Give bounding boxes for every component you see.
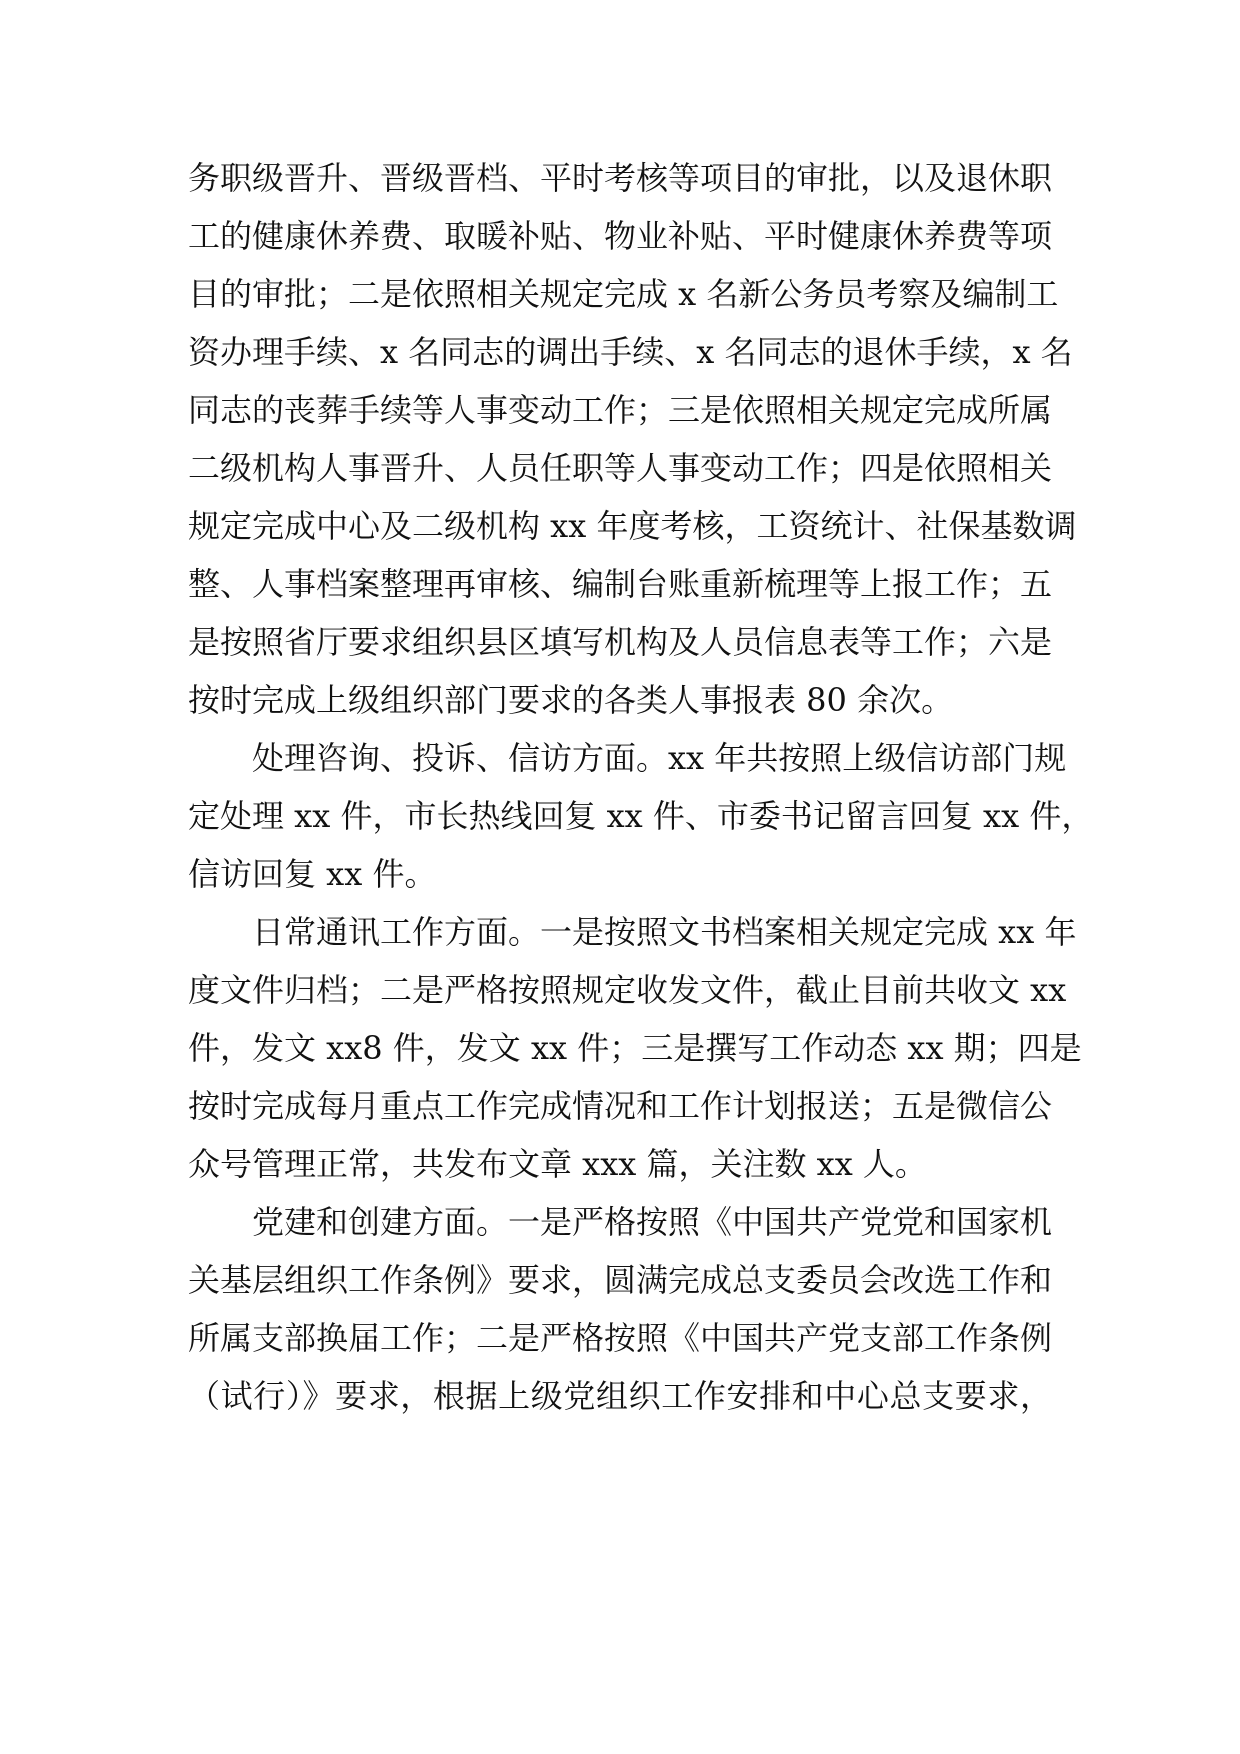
paragraph-4-line-3: 所属支部换届工作；二是严格按照《中国共产党支部工作条例 — [188, 1319, 1053, 1357]
paragraph-1-line-9: 是按照省厅要求组织县区填写机构及人员信息表等工作；六是 — [188, 623, 1053, 661]
paragraph-3-line-3: 件，发文 xx8 件，发文 xx 件；三是撰写工作动态 xx 期；四是 — [188, 1029, 1082, 1067]
paragraph-3-line-1: 日常通讯工作方面。一是按照文书档案相关规定完成 xx 年 — [252, 913, 1077, 951]
paragraph-3-line-2: 度文件归档；二是严格按照规定收发文件，截止目前共收文 xx — [188, 971, 1067, 1009]
paragraph-2-line-3: 信访回复 xx 件。 — [188, 855, 437, 893]
paragraph-1-line-4: 资办理手续、x 名同志的调出手续、x 名同志的退休手续，x 名 — [188, 333, 1073, 371]
paragraph-1-line-8: 整、人事档案整理再审核、编制台账重新梳理等上报工作；五 — [188, 565, 1053, 603]
paragraph-1-line-7: 规定完成中心及二级机构 xx 年度考核，工资统计、社保基数调 — [188, 507, 1077, 545]
paragraph-4-line-2: 关基层组织工作条例》要求，圆满完成总支委员会改选工作和 — [188, 1261, 1053, 1299]
paragraph-2-line-2: 定处理 xx 件，市长热线回复 xx 件、市委书记留言回复 xx 件， — [188, 797, 1094, 835]
paragraph-1-line-1: 务职级晋升、晋级晋档、平时考核等项目的审批，以及退休职 — [188, 159, 1053, 197]
paragraph-4-line-4: （试行）》要求，根据上级党组织工作安排和中心总支要求， — [188, 1377, 1052, 1415]
paragraph-1-line-3: 目的审批；二是依照相关规定完成 x 名新公务员考察及编制工 — [188, 275, 1059, 313]
paragraph-1-line-10: 按时完成上级组织部门要求的各类人事报表 80 余次。 — [188, 681, 954, 719]
paragraph-1-line-6: 二级机构人事晋升、人员任职等人事变动工作；四是依照相关 — [188, 449, 1053, 487]
paragraph-3-line-5: 众号管理正常，共发布文章 xxx 篇，关注数 xx 人。 — [188, 1145, 927, 1183]
paragraph-4-line-1: 党建和创建方面。一是严格按照《中国共产党党和国家机 — [252, 1203, 1053, 1241]
paragraph-1-line-5: 同志的丧葬手续等人事变动工作；三是依照相关规定完成所属 — [188, 391, 1053, 429]
paragraph-1-line-2: 工的健康休养费、取暖补贴、物业补贴、平时健康休养费等项 — [188, 217, 1053, 255]
paragraph-3-line-4: 按时完成每月重点工作完成情况和工作计划报送；五是微信公 — [188, 1087, 1053, 1125]
paragraph-2-line-1: 处理咨询、投诉、信访方面。xx 年共按照上级信访部门规 — [252, 739, 1067, 777]
